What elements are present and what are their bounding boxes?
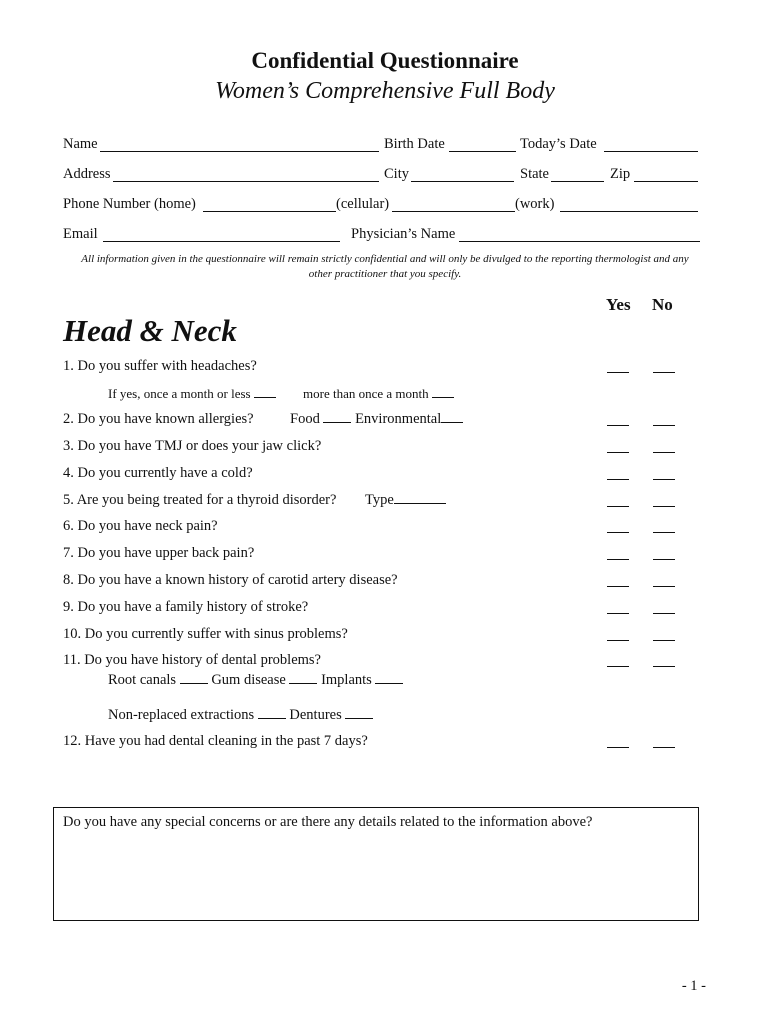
- q5-type-blank[interactable]: [394, 492, 446, 504]
- concerns-prompt: Do you have any special concerns or are there any details related to the information above?: [63, 814, 593, 830]
- q5-type-label: Type: [365, 492, 394, 508]
- question-6: 6. Do you have neck pain?: [63, 518, 218, 534]
- todays-date-field[interactable]: [604, 151, 698, 152]
- q3-no-blank[interactable]: [653, 452, 675, 453]
- q11-extractions-blank[interactable]: [258, 707, 286, 719]
- q1-followup-2: [303, 386, 454, 402]
- q11-root-label: Root canals: [108, 672, 177, 688]
- q8-no-blank[interactable]: [653, 586, 675, 587]
- q11-gum-blank[interactable]: [289, 672, 317, 684]
- q11-gum-label: Gum disease: [211, 672, 286, 688]
- question-9: 9. Do you have a family history of stroke?: [63, 599, 309, 615]
- q11-yes-blank[interactable]: [607, 666, 629, 667]
- q5-type: [365, 492, 446, 509]
- question-12: 12. Have you had dental cleaning in the past 7 days?: [63, 733, 368, 749]
- cellular-field[interactable]: [392, 211, 515, 212]
- yes-header: Yes: [606, 295, 631, 314]
- email-field[interactable]: [103, 241, 340, 242]
- q2-env-label: Environmental: [355, 411, 442, 427]
- q11-dentures-blank[interactable]: [345, 707, 373, 719]
- q1-more-label: more than once a month: [303, 386, 429, 401]
- q7-yes-blank[interactable]: [607, 559, 629, 560]
- section-title: Head & Neck: [63, 313, 237, 348]
- q11-implants-label: Implants: [321, 672, 372, 688]
- name-label: Name: [63, 136, 98, 152]
- q2-yes-blank[interactable]: [607, 425, 629, 426]
- q1-followup: [108, 386, 276, 402]
- work-label: (work): [515, 196, 555, 212]
- phone-row: [63, 196, 700, 216]
- no-header: No: [652, 295, 673, 314]
- q6-yes-blank[interactable]: [607, 532, 629, 533]
- q11-details-1: [108, 672, 403, 689]
- concerns-box[interactable]: [53, 807, 699, 921]
- question-8: 8. Do you have a known history of carotid artery disease?: [63, 572, 398, 588]
- form-subtitle: Women’s Comprehensive Full Body: [215, 78, 555, 104]
- question-5: 5. Are you being treated for a thyroid disorder?: [63, 492, 337, 508]
- physician-label: Physician’s Name: [351, 226, 456, 242]
- q2-food-label: Food: [290, 411, 320, 427]
- q3-yes-blank[interactable]: [607, 452, 629, 453]
- q8-yes-blank[interactable]: [607, 586, 629, 587]
- zip-label: Zip: [610, 166, 631, 182]
- page-number: - 1 -: [681, 978, 706, 994]
- q1-once-label: If yes, once a month or less: [108, 386, 251, 401]
- q11-implants-blank[interactable]: [375, 672, 403, 684]
- q10-no-blank[interactable]: [653, 640, 675, 641]
- cellular-label: (cellular): [336, 196, 390, 212]
- birth-date-label: Birth Date: [384, 136, 445, 152]
- q5-yes-blank[interactable]: [607, 506, 629, 507]
- q7-no-blank[interactable]: [653, 559, 675, 560]
- q11-details-2: [108, 707, 373, 724]
- q11-no-blank[interactable]: [653, 666, 675, 667]
- city-field[interactable]: [411, 181, 514, 182]
- q1-yes-blank[interactable]: [607, 372, 629, 373]
- address-row: [63, 166, 700, 186]
- q11-root-blank[interactable]: [180, 672, 208, 684]
- q9-yes-blank[interactable]: [607, 613, 629, 614]
- phone-home-field[interactable]: [203, 211, 336, 212]
- work-field[interactable]: [560, 211, 698, 212]
- q12-yes-blank[interactable]: [607, 747, 629, 748]
- confidentiality-notice: All information given in the questionnaire will remain strictly confidential and will only be divulged to the reporting thermologist and any other practitioner that you specify.: [81, 253, 689, 280]
- q12-no-blank[interactable]: [653, 747, 675, 748]
- q5-no-blank[interactable]: [653, 506, 675, 507]
- todays-date-label: Today’s Date: [520, 136, 597, 152]
- question-11: 11. Do you have history of dental problems?: [63, 652, 321, 668]
- address-field[interactable]: [113, 181, 379, 182]
- q2-env-blank[interactable]: [441, 411, 463, 423]
- q9-no-blank[interactable]: [653, 613, 675, 614]
- question-10: 10. Do you currently suffer with sinus problems?: [63, 626, 348, 642]
- question-1: 1. Do you suffer with headaches?: [63, 358, 257, 374]
- question-3: 3. Do you have TMJ or does your jaw click?: [63, 438, 322, 454]
- name-field[interactable]: [100, 151, 379, 152]
- q1-once-blank[interactable]: [254, 386, 276, 398]
- name-row: [63, 136, 700, 156]
- q4-no-blank[interactable]: [653, 479, 675, 480]
- q1-no-blank[interactable]: [653, 372, 675, 373]
- q2-no-blank[interactable]: [653, 425, 675, 426]
- state-label: State: [520, 166, 549, 182]
- q10-yes-blank[interactable]: [607, 640, 629, 641]
- q11-dentures-label: Dentures: [289, 707, 342, 723]
- question-4: 4. Do you currently have a cold?: [63, 465, 253, 481]
- city-label: City: [384, 166, 409, 182]
- q11-extractions-label: Non-replaced extractions: [108, 707, 255, 723]
- birth-date-field[interactable]: [449, 151, 516, 152]
- form-title: Confidential Questionnaire: [251, 48, 519, 73]
- q1-more-blank[interactable]: [432, 386, 454, 398]
- q6-no-blank[interactable]: [653, 532, 675, 533]
- email-row: [63, 226, 700, 246]
- zip-field[interactable]: [634, 181, 698, 182]
- question-7: 7. Do you have upper back pain?: [63, 545, 255, 561]
- state-field[interactable]: [551, 181, 604, 182]
- physician-field[interactable]: [459, 241, 700, 242]
- email-label: Email: [63, 226, 98, 242]
- q4-yes-blank[interactable]: [607, 479, 629, 480]
- phone-home-label: Phone Number (home): [63, 196, 196, 212]
- question-2: 2. Do you have known allergies?: [63, 411, 254, 427]
- address-label: Address: [63, 166, 111, 182]
- q2-food-blank[interactable]: [323, 411, 351, 423]
- q2-food: [290, 411, 463, 428]
